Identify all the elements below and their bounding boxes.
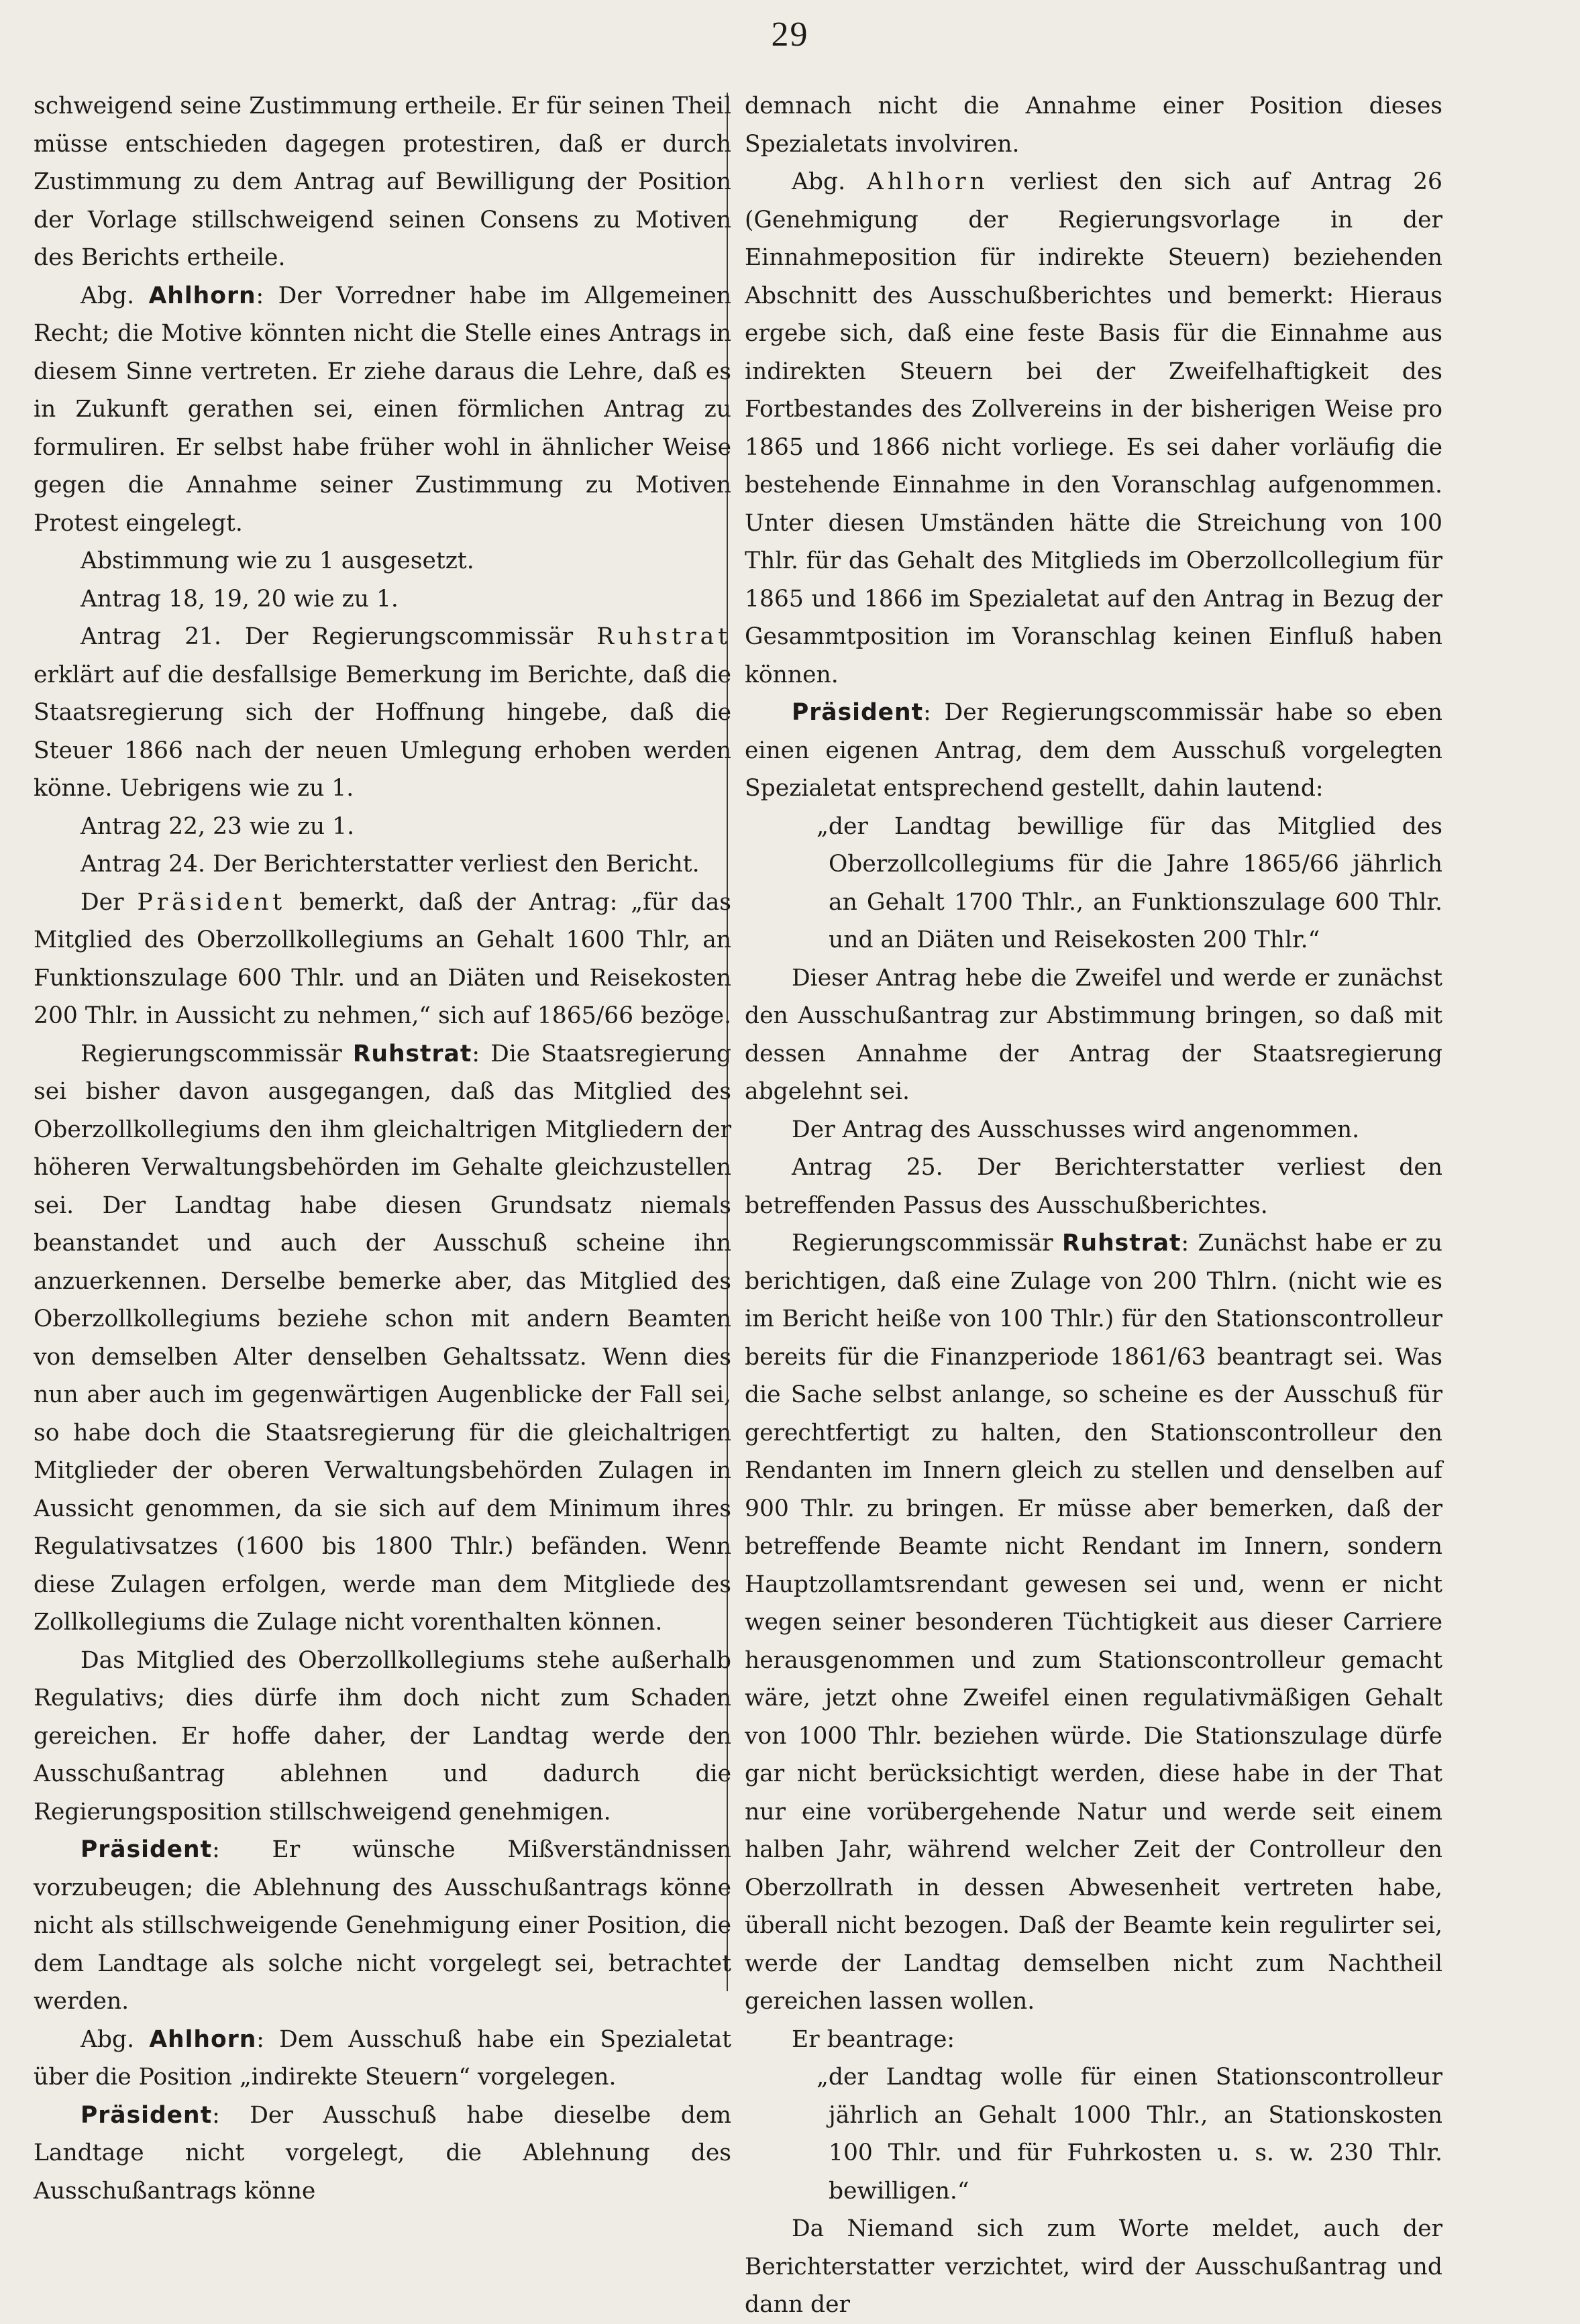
speaker-name: Ruhstrat: [1061, 1230, 1181, 1257]
speaker-name: Ruhstrat: [352, 1040, 472, 1067]
speaker-name: Ahlhorn: [148, 282, 256, 309]
paragraph: Präsident: Der Ausschuß habe dieselbe dem Landtage nicht vorgelegt, die Ablehnung des Ausschußantrags könne: [34, 2101, 731, 2205]
quoted-motion: „der Landtag wolle für einen Stationscontrolleur jährlich an Gehalt 1000 Thlr., an Stationskosten 100 Thlr. und für Fuhrkosten u. s. w. 230 Thlr. bewilligen.“: [817, 2064, 1442, 2205]
speaker-name: Präsident: [792, 699, 924, 726]
paragraph: Das Mitglied des Oberzollkollegiums stehe außerhalb Regulativs; dies dürfe ihm doch nicht zum Schaden gereichen. Er hoffe daher, der Landtag werde den Ausschußantrag ablehnen und dadurch die Regierungsposition stillschweigend genehmigen.: [34, 1646, 731, 1826]
speaker-name: Präsident: [81, 1836, 213, 1863]
quoted-motion: „der Landtag bewillige für das Mitglied des Oberzollcollegiums für die Jahre 1865/66 jährlich an Gehalt 1700 Thlr., an Funktionszulage 600 Thlr. und an Diäten und Reisekosten 200 Thlr.“: [817, 812, 1442, 953]
speaker-name: Präsident: [137, 888, 286, 916]
speaker-name: Ahlhorn: [149, 2025, 257, 2053]
paragraph: Antrag 24. Der Berichterstatter verliest den Bericht.: [81, 851, 700, 878]
paragraph: Abg. Ahlhorn: Der Vorredner habe im Allgemeinen Recht; die Motive könnten nicht die Stelle eines Antrags in diesem Sinne vertreten. Er ziehe daraus die Lehre, daß es in Zukunft gerathen sei, einen förmlichen Antrag zu formuliren. Er selbst habe früher wohl in ähnlicher Weise gegen die Annahme seiner Zustimmung zu Motiven Protest eingelegt.: [34, 282, 732, 537]
paragraph: Präsident: Der Regierungscommissär habe so eben einen eigenen Antrag, dem dem Ausschuß vorgelegten Spezialetat entsprechend gestellt, dahin lautend:: [745, 699, 1442, 802]
paragraph: Antrag 21. Der Regierungscommissär Ruhstrat erklärt auf die desfallsige Bemerkung im Berichte, daß die Staatsregierung sich der Hoffnung hingebe, daß die Steuer 1866 nach der neuen Umlegung erhoben werden könne. Uebrigens wie zu 1.: [34, 623, 732, 802]
paragraph: Dieser Antrag hebe die Zweifel und werde er zunächst den Ausschußantrag zur Abstimmung bringen, so daß mit dessen Annahme der Antrag der Staatsregierung abgelehnt sei.: [745, 964, 1442, 1105]
paragraph: Präsident: Er wünsche Mißverständnissen vorzubeugen; die Ablehnung des Ausschußantrags könne nicht als stillschweigende Genehmigung einer Position, die dem Landtage als solche nicht vorgelegt sei, betrachtet werden.: [34, 1836, 731, 2015]
speaker-name: Ahlhorn: [866, 168, 989, 195]
left-column: [34, 87, 731, 2210]
paragraph: Antrag 22, 23 wie zu 1.: [81, 812, 355, 840]
speaker-name: Präsident: [81, 2101, 213, 2129]
paragraph: Abstimmung wie zu 1 ausgesetzt.: [81, 547, 474, 574]
paragraph: Der Antrag des Ausschusses wird angenommen.: [792, 1116, 1360, 1143]
right-column: [745, 87, 1442, 2324]
paragraph: Abg. Ahlhorn verliest den sich auf Antrag 26 (Genehmigung der Regierungsvorlage in der Einnahmeposition für indirekte Steuern) beziehenden Abschnitt des Ausschußberichtes und bemerkt: Hieraus ergebe sich, daß eine feste Basis für die Einnahme aus indirekten Steuern bei der Zweifelhaftigkeit des Fortbestandes des Zollvereins in der bisherigen Weise pro 1865 und 1866 nicht vorliege. Es sei daher vorläufig die bestehende Einnahme in den Voranschlag aufgenommen. Unter diesen Umständen hätte die Streichung von 100 Thlr. für das Gehalt des Mitglieds im Oberzollcollegium für 1865 und 1866 im Spezialetat auf den Antrag in Bezug der Gesammtposition im Voranschlag keinen Einfluß haben können.: [745, 168, 1442, 688]
paragraph: schweigend seine Zustimmung ertheile. Er für seinen Theil müsse entschieden dagegen protestiren, daß er durch Zustimmung zu dem Antrag auf Bewilligung der Position der Vorlage stillschweigend seinen Consens zu Motiven des Berichts ertheile.: [34, 93, 731, 271]
paragraph: Antrag 25. Der Berichterstatter verliest den betreffenden Passus des Ausschußberichtes.: [745, 1154, 1442, 1219]
paragraph: Da Niemand sich zum Worte meldet, auch der Berichterstatter verzichtet, wird der Ausschußantrag und dann der: [745, 2215, 1442, 2318]
paragraph: Antrag 18, 19, 20 wie zu 1.: [81, 585, 399, 613]
paragraph: Regierungscommissär Ruhstrat: Zunächst habe er zu berichtigen, daß eine Zulage von 200 Thlrn. (nicht wie es im Bericht heiße von 100 Thlr.) für den Stationscontrolleur bereits für die Finanzperiode 1861/63 beantragt sei. Was die Sache selbst anlange, so scheine es der Ausschuß für gerechtfertigt zu halten, den Stationscontrolleur den Rendanten im Innern gleich zu stellen und denselben auf 900 Thlr. zu bringen. Er müsse aber bemerken, daß der betreffende Beamte nicht Rendant im Innern, sondern Hauptzollamtsrendant gewesen sei und, wenn er nicht wegen seiner besonderen Tüchtigkeit aus dieser Carriere herausgenommen und zum Stationscontrolleur gemacht wäre, jetzt ohne Zweifel einen regulativmäßigen Gehalt von 1000 Thlr. beziehen würde. Die Stationszulage dürfe gar nicht berücksichtigt werden, diese habe in der That nur eine vorübergehende Natur und werde seit einem halben Jahr, während welcher Zeit der Controlleur den Oberzollrath in dessen Abwesenheit vertreten habe, überall nicht bezogen. Daß der Beamte kein regulirter sei, werde der Landtag demselben nicht zum Nachtheil gereichen lassen wollen.: [745, 1230, 1442, 2015]
speaker-name: Ruhstrat: [596, 623, 732, 650]
paragraph: Abg. Ahlhorn: Dem Ausschuß habe ein Spezialetat über die Position „indirekte Steuern“ vorgelegen.: [34, 2025, 731, 2091]
page-number: 29: [771, 15, 809, 54]
paragraph: Der Präsident bemerkt, daß der Antrag: „für das Mitglied des Oberzollkollegiums an Gehalt 1600 Thlr, an Funktionszulage 600 Thlr. und an Diäten und Reisekosten 200 Thlr. in Aussicht zu nehmen,“ sich auf 1865/66 bezöge.: [34, 888, 732, 1029]
paragraph: Er beantrage:: [792, 2025, 955, 2053]
paragraph: Regierungscommissär Ruhstrat: Die Staatsregierung sei bisher davon ausgegangen, daß das Mitglied des Oberzollkollegiums den ihm gleichaltrigen Mitgliedern der höheren Verwaltungsbehörden im Gehalte gleichzustellen sei. Der Landtag habe diesen Grundsatz niemals beanstandet und auch der Ausschuß scheine ihn anzuerkennen. Derselbe bemerke aber, das Mitglied des Oberzollkollegiums beziehe schon mit andern Beamten von demselben Alter denselben Gehaltssatz. Wenn dies nun aber auch im gegenwärtigen Augenblicke der Fall sei, so habe doch die Staatsregierung für die gleichaltrigen Mitglieder der oberen Verwaltungsbehörden Zulagen in Aussicht genommen, da sie sich auf dem Minimum ihres Regulativsatzes (1600 bis 1800 Thlr.) befänden. Wenn diese Zulagen erfolgen, werde man dem Mitgliede des Zollkollegiums die Zulage nicht vorenthalten können.: [34, 1040, 731, 1636]
paragraph: demnach nicht die Annahme einer Position dieses Spezialetats involviren.: [745, 93, 1442, 158]
